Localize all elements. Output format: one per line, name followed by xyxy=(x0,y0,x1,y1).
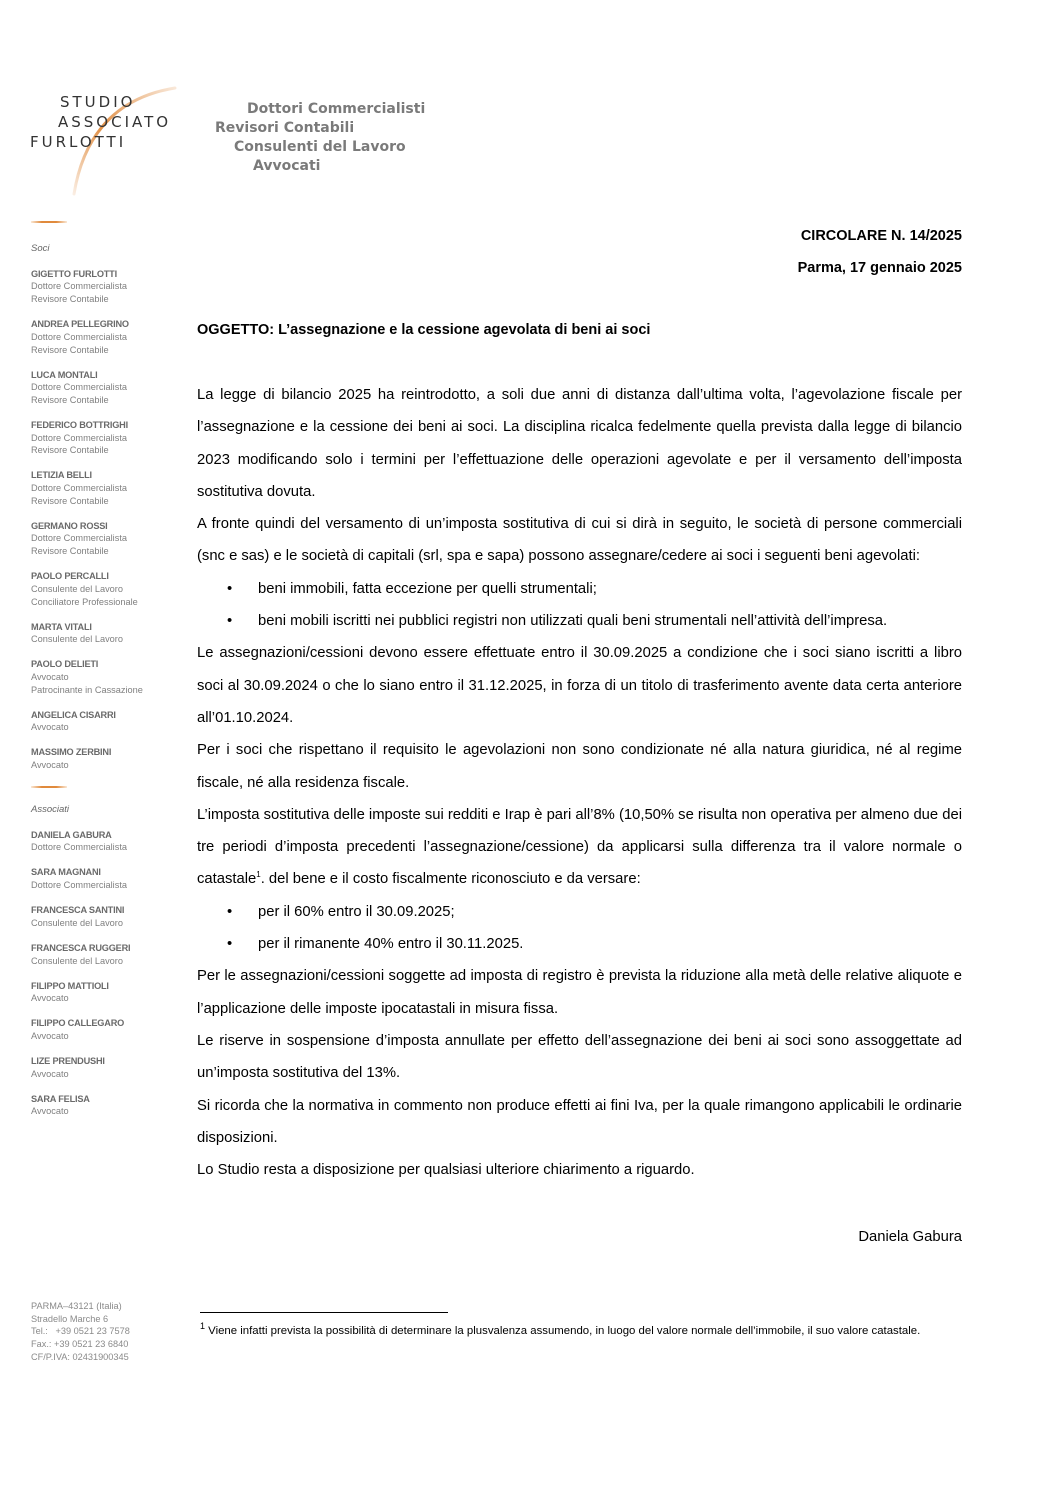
paragraph: Lo Studio resta a disposizione per qualsiasi ulteriore chiarimento a riguardo. xyxy=(197,1162,695,1179)
member-role: Dottore Commercialista xyxy=(31,331,127,342)
member-entry xyxy=(31,829,181,854)
member-role: Avvocato xyxy=(31,722,69,733)
circular-number: CIRCOLARE N. 14/2025 xyxy=(800,228,962,244)
paragraph: Per i soci che rispettano il requisito le agevolazioni non sono condizionate né alla natura giuridica, né al regime fiscale, né alla residenza fiscale. xyxy=(197,742,962,791)
logo-line-1: STUDIO xyxy=(60,93,136,111)
member-name: PAOLO PERCALLI xyxy=(31,571,109,582)
divider-wrap xyxy=(31,784,181,798)
paragraph-text: . del bene e il costo fiscalmente riconosciuto e da versare: xyxy=(260,871,641,888)
member-entry xyxy=(31,369,181,407)
member-role: Avvocato xyxy=(31,1106,69,1117)
list-item-text: beni mobili iscritti nei pubblici registri non utilizzati quali beni strumentali nell’attività dell’impresa. xyxy=(258,613,888,630)
member-role: Revisore Contabile xyxy=(31,546,109,557)
paragraph: Si ricorda che la normativa in commento non produce effetti ai fini Iva, per la quale rimangono applicabili le ordinarie disposizioni. xyxy=(197,1097,962,1146)
member-role: Revisore Contabile xyxy=(31,445,109,456)
member-name: FRANCESCA SANTINI xyxy=(31,905,125,916)
footnote-ref[interactable]: 1 xyxy=(256,870,261,880)
associati-list xyxy=(31,829,181,1118)
member-name: LIZE PRENDUSHI xyxy=(31,1055,105,1066)
address-line: PARMA–43121 (Italia) xyxy=(31,1301,122,1311)
member-entry xyxy=(31,268,181,306)
member-entry xyxy=(31,1055,181,1080)
signature: Daniela Gabura xyxy=(858,1229,962,1245)
member-entry xyxy=(31,318,181,356)
member-name: FILIPPO CALLEGARO xyxy=(31,1018,125,1029)
member-name: FILIPPO MATTIOLI xyxy=(31,980,109,991)
letter-content xyxy=(197,379,962,1186)
member-entry xyxy=(31,980,181,1005)
soci-list xyxy=(31,268,181,772)
paragraph-text: L’imposta sostitutiva delle imposte sui redditi e Irap è pari all’8% (10,50% se risulta non operativa per almeno due dei tre periodi d’imposta precedenti l’assegnazione/cessione) da applicarsi sulla differenza tra il valore normale o catastale xyxy=(197,806,962,888)
member-role: Dottore Commercialista xyxy=(31,281,127,292)
profession: Avvocati xyxy=(253,158,321,174)
paragraph: A fronte quindi del versamento di un’imposta sostitutiva di cui si dirà in seguito, le società di persone commerciali (snc e sas) e le società di capitali (srl, spa e sapa) possono assegnare/cedere ai soci i seguenti beni agevolati: xyxy=(197,516,962,565)
list-item-text: per il 60% entro il 30.09.2025; xyxy=(258,903,455,920)
phone: Tel.: +39 0521 23 7578 xyxy=(31,1326,130,1337)
footnote-text: Viene infatti prevista la possibilità di determinare la plusvalenza assumendo, in luogo del valore normale dell’immobile, il suo valore catastale. xyxy=(205,1325,921,1337)
footnote-number: 1 xyxy=(200,1321,206,1332)
member-role: Consulente del Lavoro xyxy=(31,917,123,928)
bullet-icon: • xyxy=(227,903,233,920)
member-role: Avvocato xyxy=(31,993,69,1004)
paragraph: La legge di bilancio 2025 ha reintrodotto, a soli due anni di distanza dall’ultima volta, l’agevolazione fiscale per l’assegnazione e la cessione dei beni ai soci. La disciplina ricalca fedelmente quella prevista dalla legge di bilancio 2023 modificando solo i termini per l’effettuazione delle operazioni agevolate e per il versamento dell’imposta sostitutiva dovuta. xyxy=(197,387,962,500)
payment-schedule-list xyxy=(197,896,962,961)
member-role: Conciliatore Professionale xyxy=(31,596,138,607)
partners-sidebar xyxy=(31,243,181,1130)
member-role: Revisore Contabile xyxy=(31,344,109,355)
eligible-assets-list xyxy=(197,573,962,638)
member-name: MASSIMO ZERBINI xyxy=(31,747,112,758)
member-name: GIGETTO FURLOTTI xyxy=(31,268,117,279)
office-address xyxy=(31,1300,130,1364)
member-role: Avvocato xyxy=(31,1030,69,1041)
member-role: Avvocato xyxy=(31,671,69,682)
list-item xyxy=(197,928,962,960)
bullet-icon: • xyxy=(227,613,233,630)
footnote xyxy=(200,1322,962,1340)
list-item xyxy=(197,896,962,928)
orange-divider xyxy=(31,786,67,788)
footnote-separator xyxy=(200,1312,448,1313)
profession: Dottori Commercialisti xyxy=(247,101,426,117)
member-role: Dottore Commercialista xyxy=(31,382,127,393)
member-entry xyxy=(31,942,181,967)
member-entry xyxy=(31,1017,181,1042)
paragraph: Le riserve in sospensione d’imposta annullate per effetto dell’assegnazione dei beni ai soci sono assoggettate ad un’imposta sostitutiva del 13%. xyxy=(197,1032,962,1082)
member-role: Dottore Commercialista xyxy=(31,483,127,494)
member-entry xyxy=(31,658,181,696)
member-role: Patrocinante in Cassazione xyxy=(31,684,143,695)
associati-heading: Associati xyxy=(31,804,70,816)
list-item-text: per il rimanente 40% entro il 30.11.2025. xyxy=(258,936,524,953)
list-item-text: beni immobili, fatta eccezione per quelli strumentali; xyxy=(258,580,597,597)
professions-list xyxy=(200,100,426,176)
member-entry xyxy=(31,469,181,507)
bullet-icon: • xyxy=(227,936,233,953)
member-entry xyxy=(31,419,181,457)
vat-number: CF/P.IVA: 02431900345 xyxy=(31,1351,129,1362)
studio-logo xyxy=(30,86,180,226)
address-line: Stradello Marche 6 xyxy=(31,1313,109,1324)
member-role: Avvocato xyxy=(31,760,69,771)
member-entry xyxy=(31,621,181,646)
member-role: Avvocato xyxy=(31,1068,69,1079)
member-name: DANIELA GABURA xyxy=(31,829,112,840)
member-name: LUCA MONTALI xyxy=(31,369,98,380)
profession: Consulenti del Lavoro xyxy=(234,139,406,155)
paragraph: Le assegnazioni/cessioni devono essere effettuate entro il 30.09.2025 a condizione che i soci siano iscritti a libro soci al 30.09.2024 o che lo siano entro il 31.12.2025, in forza di un titolo di trasferimento avente data certa anteriore all’01.10.2024. xyxy=(197,645,962,726)
letter-date: Parma, 17 gennaio 2025 xyxy=(797,260,962,276)
fax: Fax.: +39 0521 23 6840 xyxy=(31,1339,129,1350)
member-entry xyxy=(31,904,181,929)
soci-heading: Soci xyxy=(31,243,50,254)
member-name: SARA FELISA xyxy=(31,1093,90,1104)
list-item xyxy=(197,573,962,605)
member-role: Dottore Commercialista xyxy=(31,842,127,853)
member-role: Revisore Contabile xyxy=(31,495,109,506)
member-entry xyxy=(31,709,181,734)
member-name: SARA MAGNANI xyxy=(31,867,101,878)
member-name: MARTA VITALI xyxy=(31,621,92,632)
member-entry xyxy=(31,570,181,608)
member-role: Revisore Contabile xyxy=(31,294,109,305)
member-entry xyxy=(31,1093,181,1118)
member-name: FRANCESCA RUGGERI xyxy=(31,942,131,953)
bullet-icon: • xyxy=(227,580,233,597)
member-name: GERMANO ROSSI xyxy=(31,520,108,531)
member-name: PAOLO DELIETI xyxy=(31,659,99,670)
profession: Revisori Contabili xyxy=(215,120,355,136)
orange-divider xyxy=(31,221,67,223)
member-entry xyxy=(31,520,181,558)
member-entry xyxy=(31,866,181,891)
member-role: Dottore Commercialista xyxy=(31,432,127,443)
member-name: FEDERICO BOTTRIGHI xyxy=(31,419,128,430)
member-entry xyxy=(31,746,181,771)
member-role: Consulente del Lavoro xyxy=(31,583,123,594)
member-role: Consulente del Lavoro xyxy=(31,955,123,966)
member-name: ANGELICA CISARRI xyxy=(31,709,116,720)
logo-line-2: ASSOCIATO xyxy=(58,113,172,131)
member-name: LETIZIA BELLI xyxy=(31,470,92,481)
paragraph xyxy=(197,799,962,896)
member-name: ANDREA PELLEGRINO xyxy=(31,319,129,330)
member-role: Dottore Commercialista xyxy=(31,880,127,891)
logo-line-3: FURLOTTI xyxy=(30,133,127,151)
member-role: Revisore Contabile xyxy=(31,394,109,405)
member-role: Consulente del Lavoro xyxy=(31,634,123,645)
paragraph: Per le assegnazioni/cessioni soggette ad imposta di registro è prevista la riduzione alla metà delle relative aliquote e l’applicazione delle imposte ipocatastali in misura fissa. xyxy=(197,968,962,1017)
list-item xyxy=(197,605,962,637)
member-role: Dottore Commercialista xyxy=(31,533,127,544)
letter-subject: OGGETTO: L’assegnazione e la cessione agevolata di beni ai soci xyxy=(197,322,651,338)
